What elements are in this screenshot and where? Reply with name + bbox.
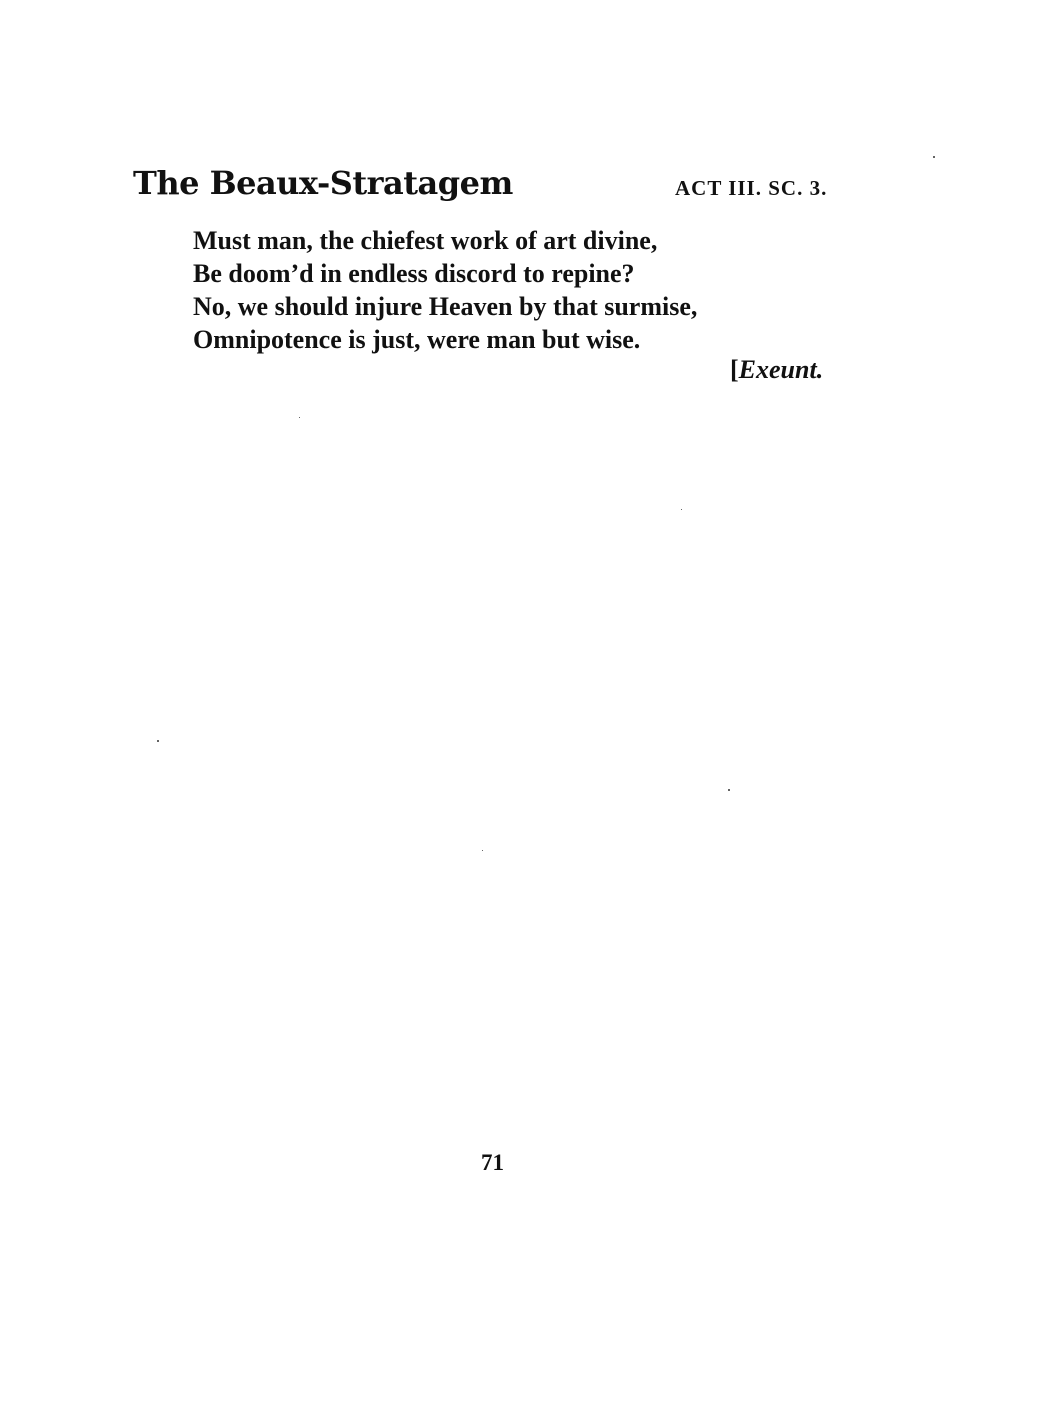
- scan-speck: [157, 740, 159, 742]
- verse-line: Omnipotence is just, were man but wise.: [193, 325, 641, 354]
- scan-speck: [299, 417, 300, 418]
- verse-block: [193, 224, 893, 356]
- page-number: 71: [481, 1150, 504, 1175]
- stage-direction: [730, 355, 823, 385]
- verse-line: Must man, the chiefest work of art divine,: [193, 226, 658, 255]
- scan-speck: [933, 156, 935, 158]
- verse-line: Be doom’d in endless discord to repine?: [193, 259, 635, 288]
- verse-line: No, we should injure Heaven by that surmise,: [193, 292, 698, 321]
- scan-speck: [482, 850, 483, 851]
- scan-speck: [728, 789, 730, 791]
- stage-direction-text: Exeunt.: [738, 355, 824, 384]
- running-title: The Beaux-Stratagem: [133, 164, 513, 202]
- stage-direction-bracket: [: [730, 355, 739, 384]
- scan-speck: [681, 509, 682, 510]
- act-scene-label: ACT III. SC. 3.: [675, 176, 828, 200]
